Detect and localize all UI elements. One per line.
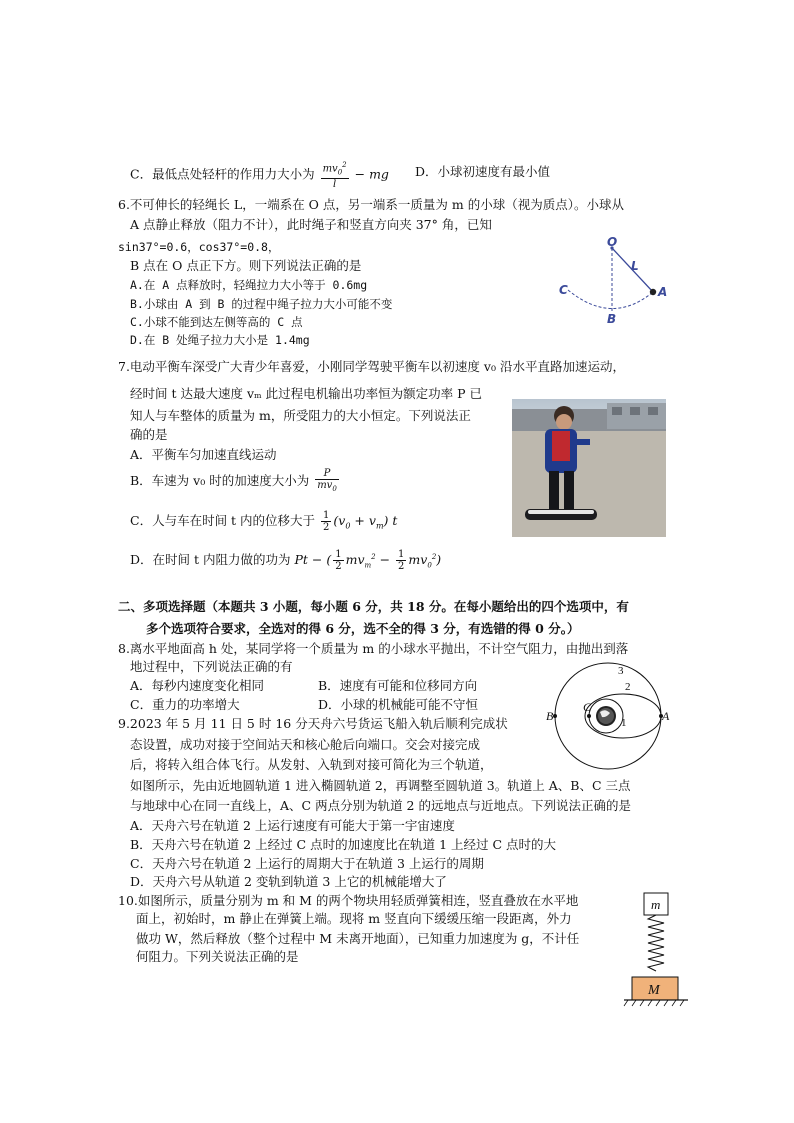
q5-option-d: D．小球初速度有最小值: [415, 164, 551, 179]
q6-label-o: O: [607, 235, 618, 249]
q9-option-d: D．天舟六号从轨道 2 变轨到轨道 3 上它的机械能增大了: [130, 874, 447, 889]
q9-option-a: A．天舟六号在轨道 2 上运行速度有可能大于第一宇宙速度: [130, 818, 455, 833]
q5-option-c-text: C．最低点处轻杆的作用力大小为: [130, 166, 315, 182]
q9-stem-line1: 9.2023 年 5 月 11 日 5 时 16 分天舟六号货运飞船入轨后顺利完成状: [118, 716, 508, 731]
q9-stem-line2: 态设置，成功对接于空间站天和核心舱后向端口。交会对接完成: [130, 737, 481, 752]
q7-option-b-fraction: $\frac{P}{mv_0}$: [317, 468, 337, 493]
q8-option-d: D．小球的机械能可能不守恒: [318, 697, 479, 712]
q9-label-orbit-3: 3: [618, 665, 624, 677]
q10-spring-figure: [622, 888, 692, 1010]
q9-option-b: B．天舟六号在轨道 2 上经过 C 点时的加速度比在轨道 1 上经过 C 点时的大: [130, 837, 557, 852]
q9-label-orbit-2: 2: [625, 681, 631, 693]
q7-option-c-fraction: $\frac{1}{2}$: [323, 510, 330, 533]
q9-stem-line4: 如图所示，先由近地圆轨道 1 进入椭圆轨道 2，再调整至圆轨道 3。轨道上 A、B、C 三点: [130, 778, 631, 793]
q6-stem-line4: B 点在 O 点正下方。则下列说法正确的是: [130, 258, 362, 273]
q6-label-l: L: [631, 259, 639, 273]
q9-stem-line3: 后，将转入组合体飞行。从发射、入轨到对接可简化为三个轨道，: [130, 757, 493, 772]
q6-pendulum-figure: [555, 234, 675, 326]
q7-option-c: C．人与车在时间 t 内的位移大于 $\frac{1}{2}$ $(v_0 + v_m)$ t: [130, 510, 398, 533]
q8-option-c: C．重力的功率增大: [130, 697, 240, 712]
q7-option-c-text: C．人与车在时间 t 内的位移大于: [130, 513, 316, 528]
q9-stem-line5: 与地球中心在同一直线上，A、C 两点分别为轨道 2 的远地点与近地点。下列说法正确的是: [130, 798, 631, 813]
q8-option-a: A．每秒内速度变化相同: [130, 678, 265, 693]
balance-scooter-photo: [512, 399, 666, 537]
q6-option-d: D.在 B 处绳子拉力大小是 1.4mg: [130, 333, 310, 347]
section-2-header-line2: 多个选项符合要求，全选对的得 6 分，选不全的得 3 分，有选错的得 0 分。）: [146, 621, 580, 636]
q6-stem-line1: 6.不可伸长的轻绳长 L，一端系在 O 点，另一端系一质量为 m 的小球（视为质点）。小球从: [118, 197, 624, 212]
q6-option-c: C.小球不能到达左侧等高的 C 点: [130, 315, 303, 329]
q7-stem-line3: 知人与车整体的质量为 m，所受阻力的大小恒定。下列说法正: [130, 408, 471, 423]
section-2-header-line1: 二、多项选择题（本题共 3 小题，每小题 6 分，共 18 分。在每小题给出的四个选项中，有: [118, 599, 629, 614]
q8-stem-line1: 8.离水平地面高 h 处，某同学将一个质量为 m 的小球水平抛出，不计空气阻力，由抛出到落: [118, 641, 629, 656]
q10-label-M: M: [648, 983, 660, 998]
q9-option-c: C．天舟六号在轨道 2 上运行的周期大于在轨道 3 上运行的周期: [130, 856, 484, 871]
q7-stem-line4: 确的是: [130, 427, 168, 442]
q6-label-b: B: [607, 312, 617, 326]
q6-stem-line3: sin37°=0.6，cos37°=0.8，: [118, 240, 280, 254]
q6-label-a: A: [658, 285, 668, 299]
q6-option-b: B.小球由 A 到 B 的过程中绳子拉力大小可能不变: [130, 297, 393, 311]
q9-label-orbit-1: 1: [621, 717, 627, 729]
q7-stem-line1: 7.电动平衡车深受广大青少年喜爱，小刚同学驾驶平衡车以初速度 v₀ 沿水平直路加速运动，: [118, 359, 625, 374]
q9-label-b: B: [546, 709, 554, 723]
q6-option-a: A.在 A 点释放时，轻绳拉力大小等于 0.6mg: [130, 278, 368, 292]
q5-option-c-tail: − mg: [354, 166, 389, 182]
q10-label-m: m: [651, 897, 661, 912]
q6-label-c: C: [559, 283, 568, 297]
q7-option-b: [130, 468, 341, 495]
q5-option-c: [130, 160, 389, 190]
q10-stem-line3: 做功 W，然后释放（整个过程中 M 未离开地面），已知重力加速度为 g，不计任: [136, 931, 580, 946]
q10-stem-line1: 10.如图所示，质量分别为 m 和 M 的两个物块用轻质弹簧相连，竖直叠放在水平地: [118, 893, 579, 908]
q7-stem-line2: 经时间 t 达最大速度 vₘ 此过程电机输出功率恒为额定功率 P 已: [130, 386, 483, 401]
q7-option-d-text: D．在时间 t 内阻力做的功为: [130, 552, 291, 568]
q9-label-a: A: [662, 709, 670, 723]
q8-option-b: B．速度有可能和位移同方向: [318, 678, 478, 693]
q8-stem-line2: 地过程中，下列说法正确的有: [130, 659, 293, 674]
q10-stem-line4: 何阻力。下列关说法正确的是: [136, 949, 299, 964]
q5-formula-fraction: $\frac{mv_0^2}{l}$: [322, 161, 347, 191]
q9-label-c: C: [583, 700, 592, 714]
q9-orbit-figure: [543, 660, 675, 772]
q6-stem-line2: A 点静止释放（阻力不计），此时绳子和竖直方向夹 37° 角，已知: [130, 217, 492, 232]
q7-option-d: D．在时间 t 内阻力做的功为 Pt − ( $\frac{1}{2}$ $mv_m^2$ − $\frac{1}{2}$ $mv_0^2$): [130, 549, 442, 573]
q10-stem-line2: 面上，初始时，m 静止在弹簧上端。现将 m 竖直向下缓缓压缩一段距离，外力: [136, 911, 572, 926]
q7-option-b-text: B．车速为 v₀ 时的加速度大小为: [130, 473, 310, 488]
q7-option-a: A．平衡车匀加速直线运动: [130, 447, 277, 462]
